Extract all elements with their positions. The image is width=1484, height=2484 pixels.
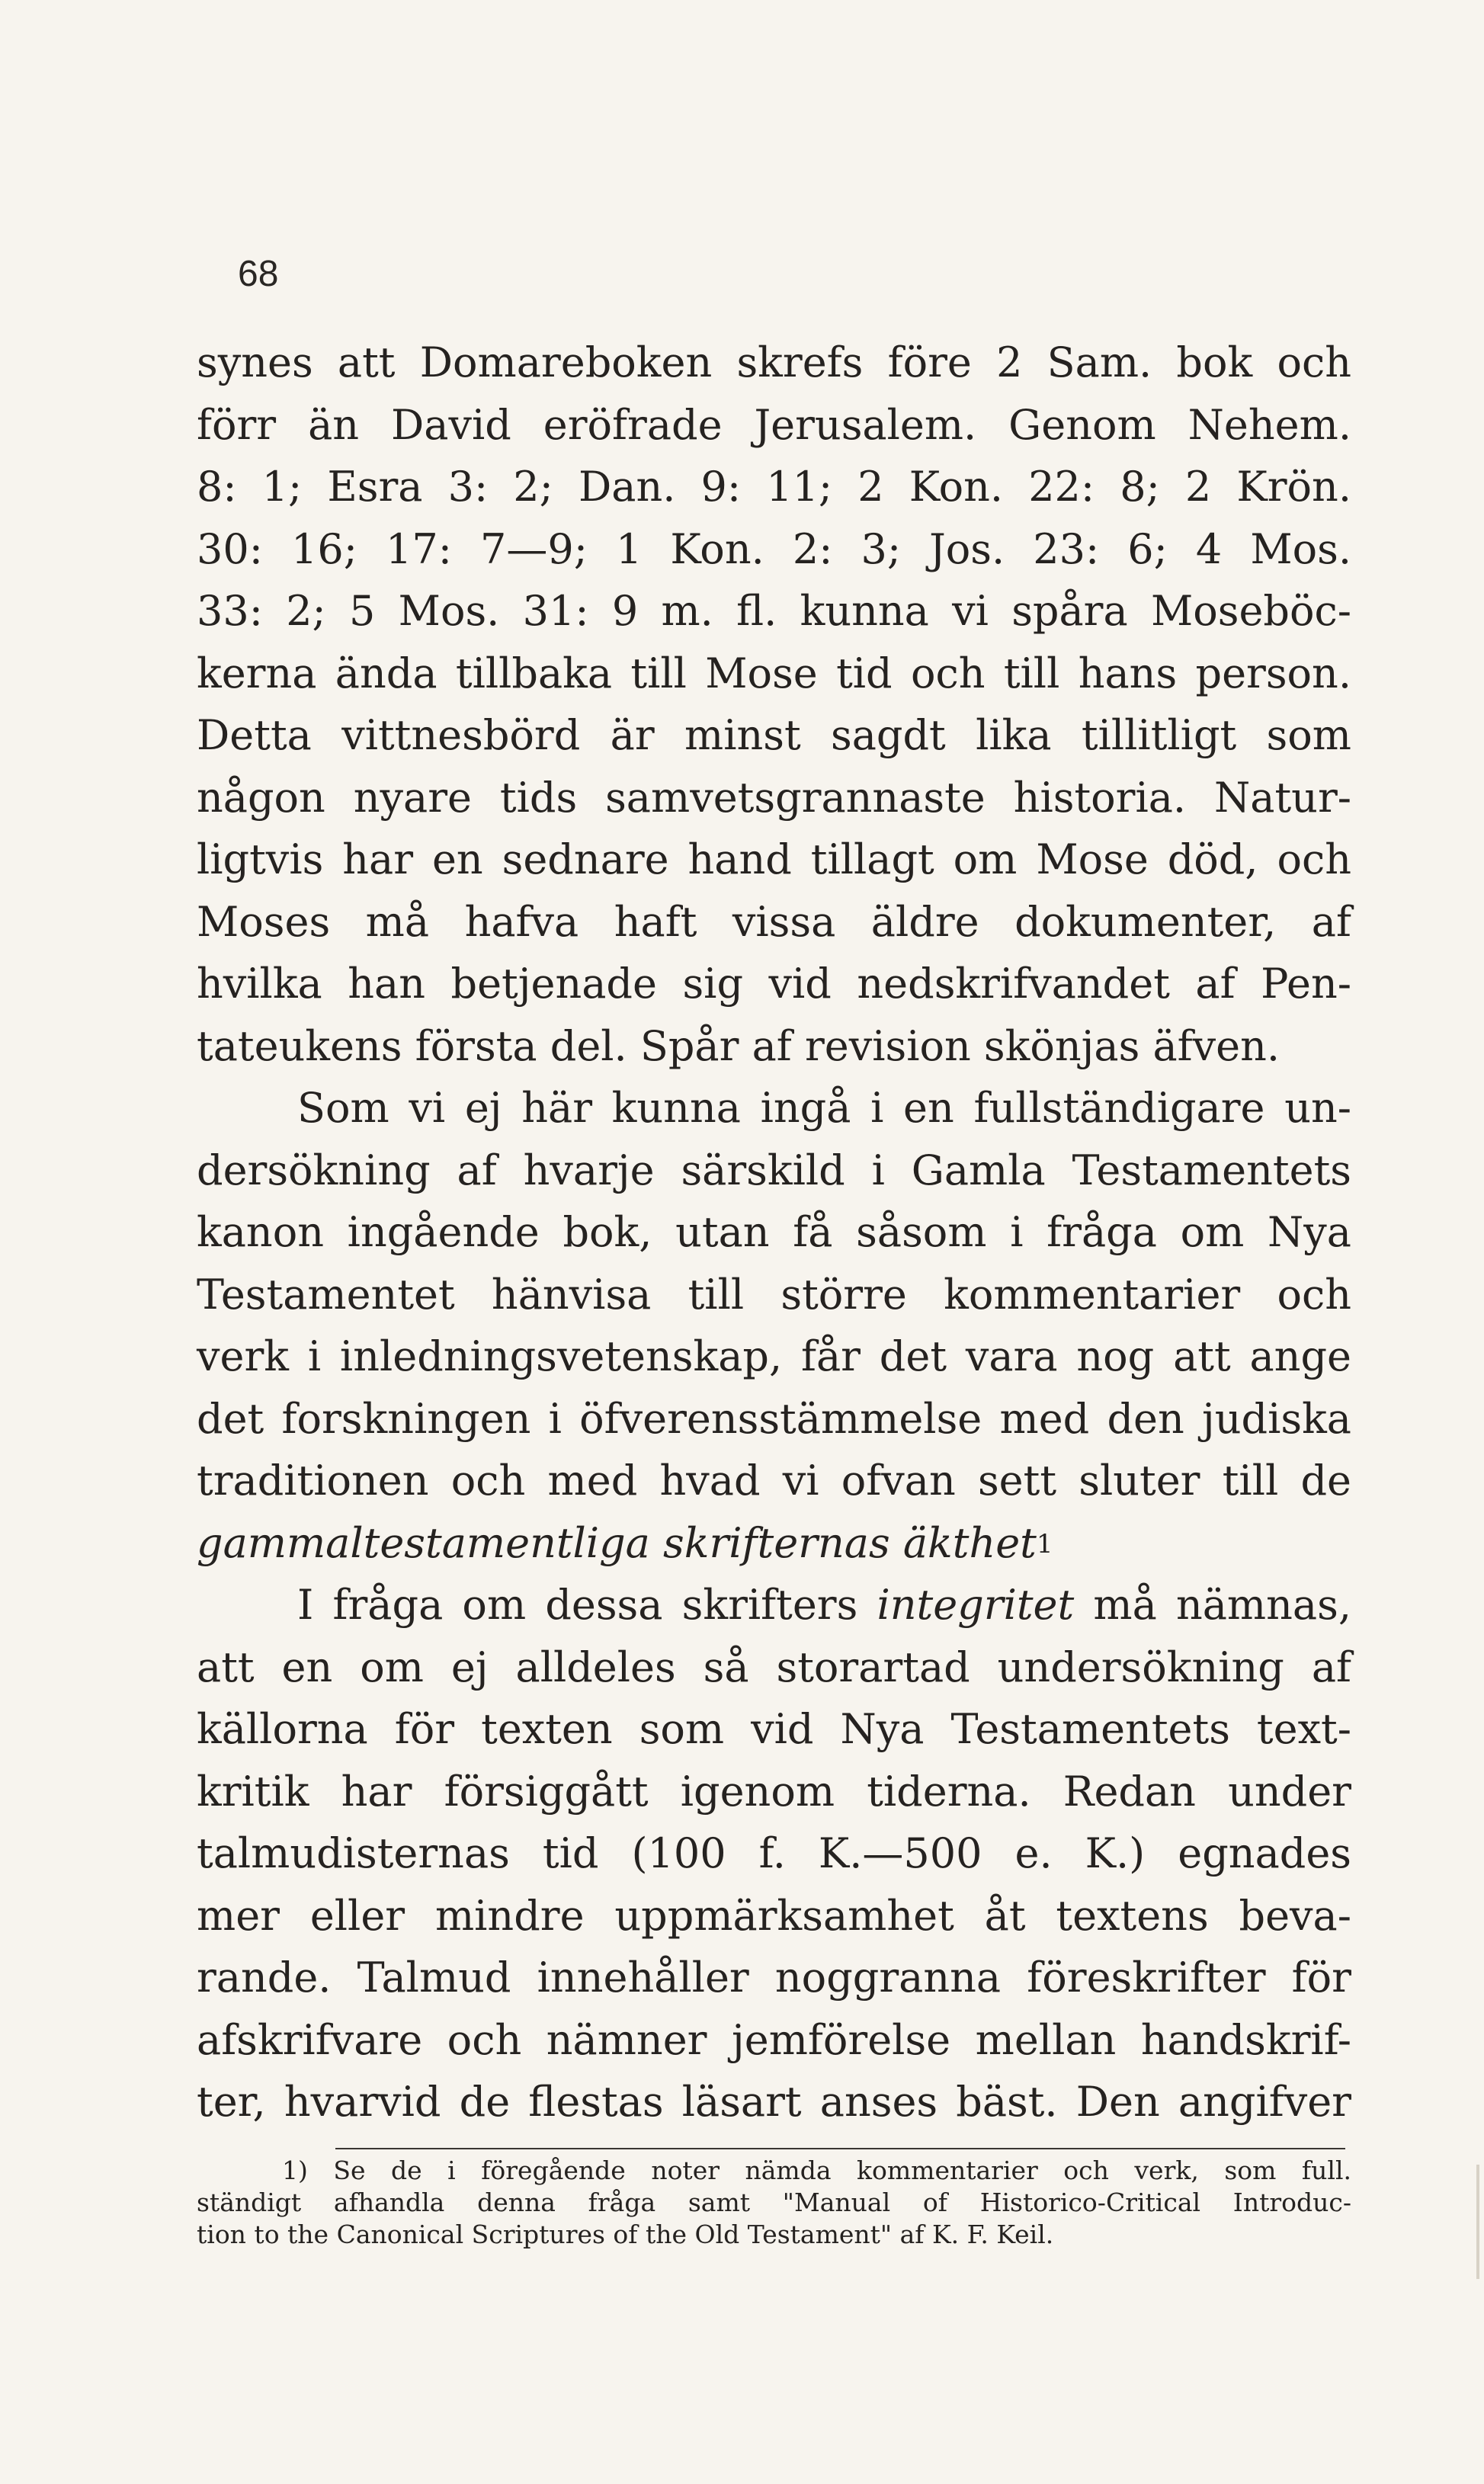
footnote-divider bbox=[335, 2148, 1345, 2149]
text-line: rande. Talmud innehåller noggranna föreskrifter för bbox=[197, 1954, 1351, 2002]
page-edge-shadow bbox=[1476, 2165, 1479, 2279]
text-line: förr än David eröfrade Jerusalem. Genom Nehem. bbox=[197, 400, 1351, 449]
text-line: talmudisternas tid (100 f. K.—500 e. K.) egnades bbox=[197, 1829, 1351, 1877]
text-line: kritik har försiggått igenom tiderna. Redan under bbox=[197, 1767, 1351, 1816]
text-line: det forskningen i öfverensstämmelse med den judiska bbox=[197, 1394, 1351, 1443]
text-line: någon nyare tids samvetsgrannaste historia. Natur- bbox=[197, 773, 1351, 822]
paragraph-start-line bbox=[197, 1574, 1351, 1636]
text-line: dersökning af hvarje särskild i Gamla Testamentets bbox=[197, 1146, 1351, 1194]
text-line: 33: 2; 5 Mos. 31: 9 m. fl. kunna vi spåra Moseböc- bbox=[197, 587, 1351, 635]
body-text bbox=[197, 332, 1351, 2133]
integrity-prefix: I fråga om dessa skrifters bbox=[297, 1581, 858, 1629]
integrity-italic: integritet bbox=[877, 1581, 1075, 1629]
text-line: hvilka han betjenade sig vid nedskrifvandet af Pen- bbox=[197, 960, 1351, 1008]
text-line: synes att Domareboken skrefs före 2 Sam. bok och bbox=[197, 338, 1351, 386]
text-line: Detta vittnesbörd är minst sagdt lika tillitligt som bbox=[197, 711, 1351, 759]
footnote bbox=[197, 2155, 1351, 2251]
footnote-line: ständigt afhandla denna fråga samt "Manual of Historico-Critical Introduc- bbox=[197, 2188, 1351, 2217]
text-line: 8: 1; Esra 3: 2; Dan. 9: 11; 2 Kon. 22: 8; 2 Krön. bbox=[197, 463, 1351, 511]
text-line: 30: 16; 17: 7—9; 1 Kon. 2: 3; Jos. 23: 6; 4 Mos. bbox=[197, 524, 1351, 573]
text-line: traditionen och med hvad vi ofvan sett sluter till de bbox=[197, 1457, 1351, 1505]
text-line: att en om ej alldeles så storartad undersökning af bbox=[197, 1643, 1351, 1691]
integrity-suffix: må nämnas, bbox=[1093, 1581, 1351, 1629]
paragraph-start-line: Som vi ej här kunna ingå i en fullständigare un- bbox=[297, 1084, 1351, 1132]
text-line: kerna ända tillbaka till Mose tid och till hans person. bbox=[197, 649, 1351, 697]
text-line: ter, hvarvid de flestas läsart anses bäst. Den angifver bbox=[197, 2078, 1351, 2126]
footnote-line: 1) Se de i föregående noter nämda kommentarier och verk, som full. bbox=[282, 2155, 1351, 2185]
text-line: ligtvis har en sednare hand tillagt om Mose död, och bbox=[197, 835, 1351, 883]
footnote-line: tion to the Canonical Scriptures of the Old Testament" af K. F. Keil. bbox=[197, 2220, 1054, 2249]
text-line: tateukens första del. Spår af revision skönjas äfven. bbox=[197, 1021, 1280, 1070]
text-line: källorna för texten som vid Nya Testamentets text- bbox=[197, 1705, 1351, 1753]
page-number: 68 bbox=[238, 254, 279, 294]
text-line: verk i inledningsvetenskap, får det vara nog att ange bbox=[197, 1332, 1351, 1380]
text-line: kanon ingående bok, utan få såsom i fråga om Nya bbox=[197, 1208, 1351, 1256]
italic-line bbox=[197, 1512, 1351, 1575]
footnote-reference: 1 bbox=[1036, 1528, 1053, 1559]
text-line: Testamentet hänvisa till större kommentarier och bbox=[197, 1270, 1351, 1319]
text-line: afskrifvare och nämner jemförelse mellan handskrif- bbox=[197, 2015, 1351, 2064]
text-line: mer eller mindre uppmärksamhet åt textens beva- bbox=[197, 1891, 1351, 1940]
text-line: Moses må hafva haft vissa äldre dokumenter, af bbox=[197, 897, 1351, 946]
italic-phrase: gammaltestamentliga skrifternas äkthet bbox=[197, 1518, 1037, 1567]
